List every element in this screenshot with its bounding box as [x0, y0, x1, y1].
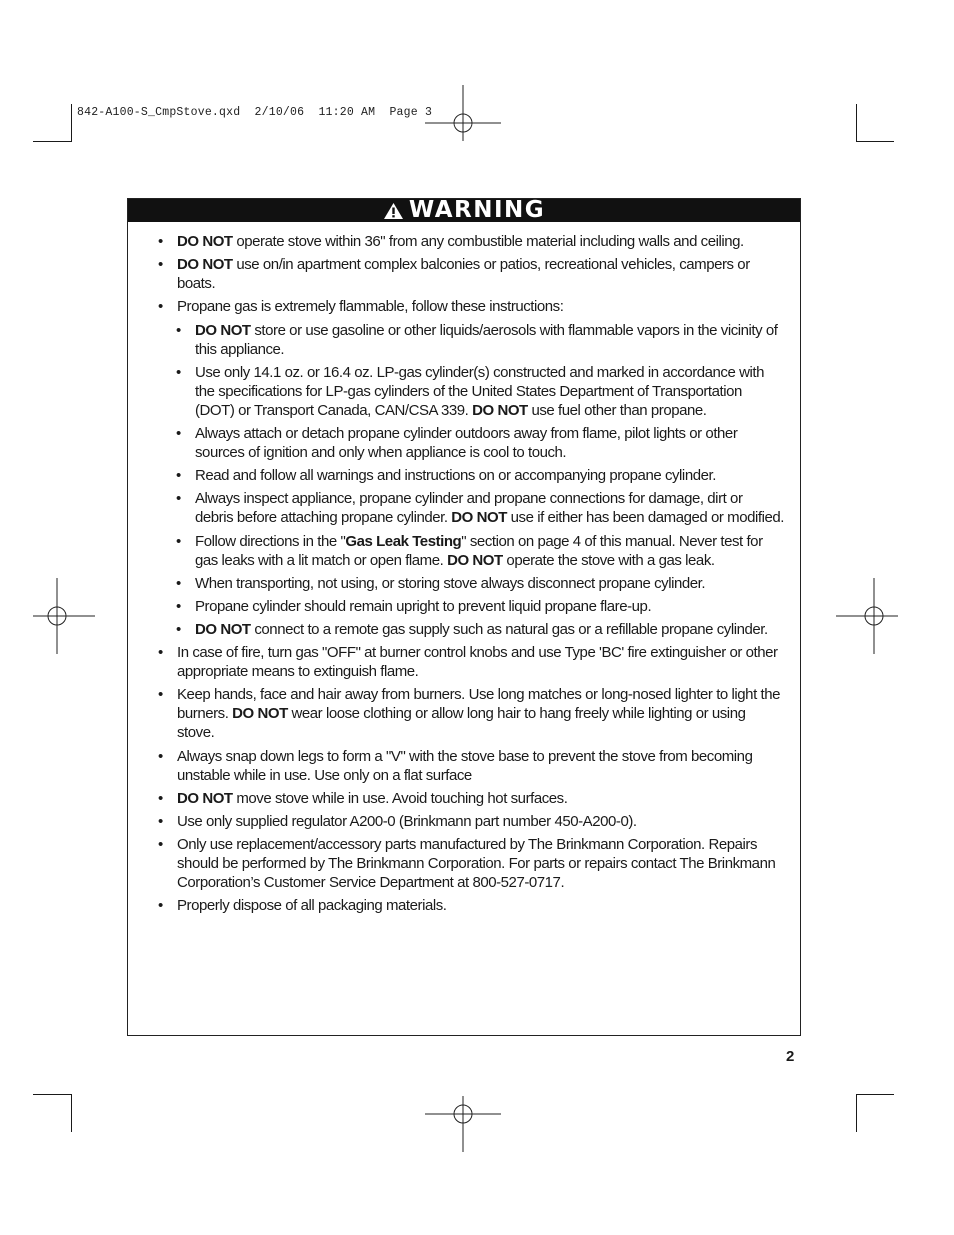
list-item [156, 789, 784, 808]
sub-list-item [156, 620, 784, 639]
item-text: Use only 14.1 oz. or 16.4 oz. LP-gas cylinder(s) constructed and marked in accordance with the specifications for LP-gas cylinders of the United States Department of Transportation (DOT) or Transport Canada, CAN/CSA 339. DO NOT use fuel other than propane. [195, 363, 764, 419]
list-item [156, 812, 784, 831]
bullet-icon: • [176, 532, 182, 550]
crop-mark [33, 141, 71, 142]
bullet-icon: • [158, 298, 164, 316]
crop-mark [71, 104, 72, 142]
bold-text: DO NOT [195, 321, 251, 339]
list-item [156, 255, 784, 293]
sub-list-item [156, 424, 784, 462]
bold-text: DO NOT [177, 789, 233, 807]
bullet-icon: • [158, 897, 164, 915]
item-text: DO NOT use on/in apartment complex balconies or patios, recreational vehicles, campers or boats. [177, 256, 750, 293]
bullet-icon: • [176, 574, 182, 592]
bullet-icon: • [176, 621, 182, 639]
item-text: Propane cylinder should remain upright to prevent liquid propane flare-up. [195, 597, 652, 615]
bullet-icon: • [176, 321, 182, 339]
list-item [156, 643, 784, 681]
bullet-icon: • [176, 424, 182, 442]
list-item [156, 297, 784, 316]
sub-list-item [156, 363, 784, 420]
bold-text: DO NOT [447, 551, 503, 569]
warning-box [127, 198, 801, 1036]
item-text: In case of fire, turn gas "OFF" at burner control knobs and use Type 'BC' fire extinguisher or other appropriate means to extinguish flame. [177, 644, 778, 681]
item-text: DO NOT store or use gasoline or other liquids/aerosols with flammable vapors in the vicinity of this appliance. [195, 321, 778, 358]
item-text: Properly dispose of all packaging materials. [177, 897, 447, 915]
bold-text: DO NOT [451, 509, 507, 527]
registration-mark-icon [425, 85, 501, 161]
item-text: Use only supplied regulator A200-0 (Brinkmann part number 450-A200-0). [177, 813, 637, 830]
list-item [156, 685, 784, 742]
crop-mark [857, 141, 894, 142]
sub-list-item [156, 532, 784, 570]
list-item [156, 747, 784, 785]
warning-triangle-icon [383, 202, 404, 220]
item-text: Keep hands, face and hair away from burners. Use long matches or long-nosed lighter to light the burners. DO NOT wear loose clothing or allow long hair to hang freely while lighting or using stove. [177, 686, 781, 742]
list-item [156, 232, 784, 251]
crop-mark [33, 1094, 71, 1095]
item-text: Only use replacement/accessory parts manufactured by The Brinkmann Corporation. Repairs should be performed by The Brinkmann Corporation. For parts or repairs contact The Brinkmann Corporation’s Customer Service Department at 800-527-0717. [177, 836, 776, 892]
item-text: Always inspect appliance, propane cylinder and propane connections for damage, dirt or debris before attaching propane cylinder. DO NOT use if either has been damaged or modified. [195, 490, 784, 527]
item-text: Read and follow all warnings and instructions on or accompanying propane cylinder. [195, 467, 716, 485]
warning-header [128, 199, 800, 222]
bullet-icon: • [158, 747, 164, 765]
sub-list-item [156, 466, 784, 485]
bold-text: DO NOT [232, 705, 288, 723]
registration-mark-icon [425, 1076, 501, 1152]
registration-mark-icon [19, 578, 95, 654]
bold-text: DO NOT [195, 621, 251, 639]
bold-text: DO NOT [177, 233, 233, 250]
file-slug: 842-A100-S_CmpStove.qxd 2/10/06 11:20 AM Page 3 [77, 106, 433, 119]
crop-mark [856, 104, 857, 142]
bullet-icon: • [158, 233, 164, 250]
sub-list-item [156, 597, 784, 616]
warning-list [156, 232, 784, 920]
bullet-icon: • [176, 490, 182, 508]
sub-list-item [156, 489, 784, 527]
sub-list-item [156, 574, 784, 593]
bullet-icon: • [158, 813, 164, 830]
item-text: DO NOT operate stove within 36" from any combustible material including walls and ceiling. [177, 233, 744, 250]
bullet-icon: • [158, 686, 164, 704]
bullet-icon: • [158, 644, 164, 662]
item-text: Propane gas is extremely flammable, follow these instructions: [177, 298, 564, 316]
item-text: Always attach or detach propane cylinder outdoors away from flame, pilot lights or other sources of ignition and only when appliance is cool to touch. [195, 424, 738, 461]
item-text: Follow directions in the "Gas Leak Testing" section on page 4 of this manual. Never test for gas leaks with a lit match or open flame. DO NOT operate the stove with a gas leak. [195, 532, 763, 569]
sub-list-item [156, 321, 784, 359]
bold-text: DO NOT [472, 401, 528, 419]
crop-mark [71, 1094, 72, 1132]
item-text: DO NOT move stove while in use. Avoid touching hot surfaces. [177, 789, 568, 807]
bullet-icon: • [158, 256, 164, 274]
bullet-icon: • [176, 363, 182, 381]
bold-text: DO NOT [177, 256, 233, 274]
item-text: When transporting, not using, or storing stove always disconnect propane cylinder. [195, 574, 706, 592]
bullet-icon: • [158, 789, 164, 807]
bold-text: Gas Leak Testing [345, 532, 462, 550]
registration-mark-icon [836, 578, 912, 654]
warning-title: WARNING [408, 197, 546, 223]
page-number: 2 [786, 1048, 795, 1065]
item-text: DO NOT connect to a remote gas supply such as natural gas or a refillable propane cylinder. [195, 621, 768, 639]
bullet-icon: • [158, 836, 164, 854]
crop-mark [857, 1094, 894, 1095]
bullet-icon: • [176, 597, 182, 615]
crop-mark [856, 1094, 857, 1132]
list-item [156, 835, 784, 892]
bullet-icon: • [176, 467, 182, 485]
list-item [156, 896, 784, 915]
item-text: Always snap down legs to form a "V" with the stove base to prevent the stove from becoming unstable while in use. Use only on a flat surface [177, 747, 753, 784]
